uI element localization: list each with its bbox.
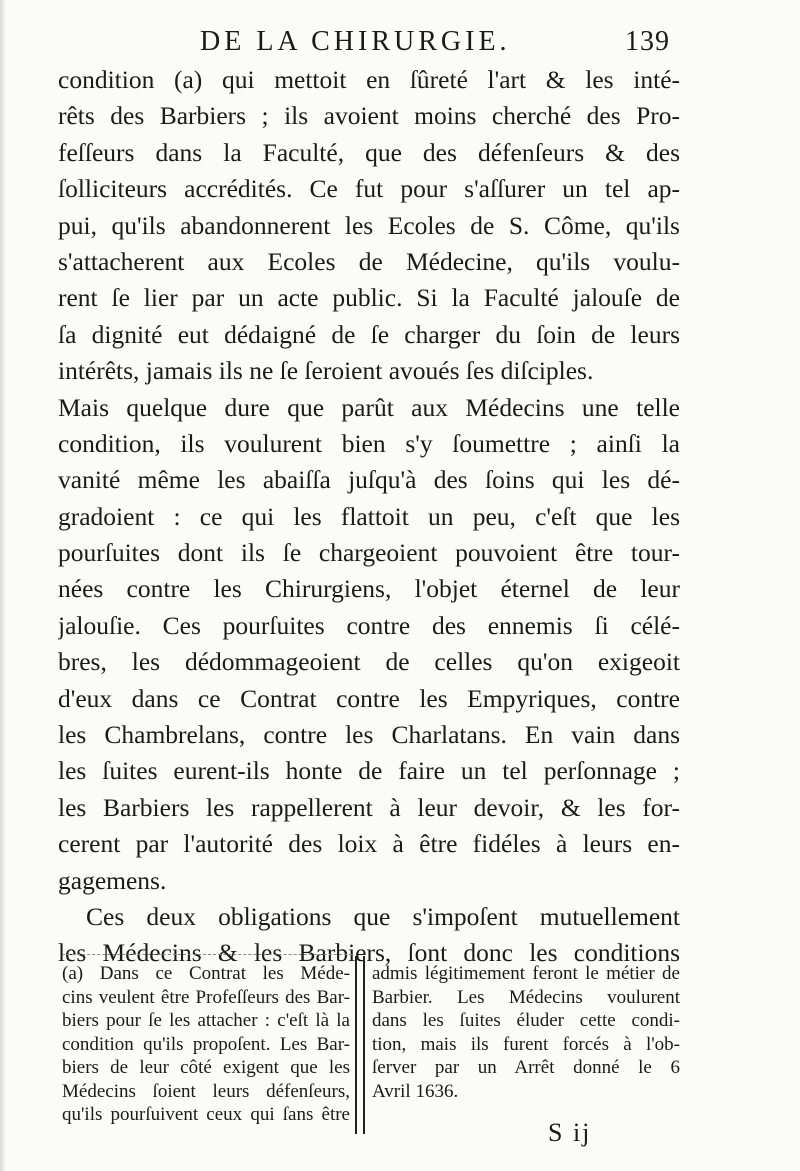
- footnote-line: (a) Dans ce Contrat les Méde-: [62, 963, 350, 984]
- text-line: ſolliciteurs accrédités. Ce fut pour s'aſſurer un tel ap-: [58, 174, 680, 204]
- footnote-line: dans les ſuites éluder cette condi-: [372, 1010, 680, 1031]
- text-line: Mais quelque dure que parût aux Médecins une telle: [58, 392, 680, 422]
- text-line: vanité même les abaiſſa juſqu'à des ſoins qui les dé-: [58, 465, 680, 495]
- signature-mark: S ij: [548, 1118, 592, 1147]
- text-line: les Barbiers les rappellerent à leur devoir, & les for-: [58, 792, 680, 822]
- footnote-line: ſerver par un Arrêt donné le 6: [372, 1057, 680, 1078]
- text-line: jalouſie. Ces pourſuites contre des ennemis ſi célé-: [58, 610, 680, 640]
- text-line: nées contre les Chirurgiens, l'objet éternel de leur: [58, 574, 680, 604]
- page-header: [200, 26, 670, 62]
- footnote-line: Médecins ſoient leurs défenſeurs,: [62, 1080, 350, 1102]
- text-line: pui, qu'ils abandonnerent les Ecoles de S. Côme, qu'ils: [58, 210, 680, 240]
- text-line: Ces deux obligations que s'impoſent mutuellement: [86, 901, 680, 931]
- text-line: d'eux dans ce Contrat contre les Empyriques, contre: [58, 683, 680, 713]
- footnote-line: tion, mais ils furent forcés à l'ob-: [372, 1033, 680, 1055]
- page-edge-shadow: [0, 0, 6, 1171]
- footnote-left-column: [62, 962, 350, 1127]
- text-line: intérêts, jamais ils ne ſe ſeroient avoués ſes diſciples.: [58, 356, 594, 386]
- text-line: les Médecins & les Barbiers, ſont donc les conditions: [58, 938, 680, 968]
- text-line: condition, ils voulurent bien s'y ſoumettre ; ainſi la: [58, 428, 680, 458]
- text-line: cerent par l'autorité des loix à être fidéles à leurs en-: [58, 829, 680, 859]
- footnote-column-divider: [355, 956, 365, 1134]
- footnote-line: condition qu'ils propoſent. Les Bar-: [62, 1033, 350, 1055]
- page-number: 139: [625, 26, 670, 57]
- text-line: bres, les dédommageoient de celles qu'on exigeoit: [58, 647, 680, 677]
- text-line: s'attacherent aux Ecoles de Médecine, qu'ils voulu-: [58, 246, 680, 276]
- text-line: rent ſe lier par un acte public. Si la Faculté jalouſe de: [58, 283, 680, 313]
- footnote-line: Barbier. Les Médecins voulurent: [372, 986, 680, 1008]
- text-line: gradoient : ce qui les flattoit un peu, c'eſt que les: [58, 501, 680, 531]
- text-line: les Chambrelans, contre les Charlatans. En vain dans: [58, 720, 680, 750]
- footnote-line: qu'ils pourſuivent ceux qui ſans être: [62, 1104, 350, 1125]
- footnote-right-column: [372, 962, 680, 1103]
- text-line: pourſuites dont ils ſe chargeoient pouvoient être tour-: [58, 538, 680, 568]
- footnote-line: admis légitimement feront le métier de: [372, 963, 680, 984]
- text-line: rêts des Barbiers ; ils avoient moins cherché des Pro-: [58, 101, 680, 131]
- footnote-rule: [62, 954, 352, 956]
- running-head: DE LA CHIRURGIE.: [200, 26, 511, 57]
- footnote-line: biers de leur côté exigent que les: [62, 1057, 350, 1078]
- text-line: condition (a) qui mettoit en ſûreté l'art & les inté-: [58, 65, 680, 94]
- text-line: feſſeurs dans la Faculté, que des défenſeurs & des: [58, 137, 680, 167]
- footnote-line: Avril 1636.: [372, 1080, 459, 1102]
- text-line: ſa dignité eut dédaigné de ſe charger du ſoin de leurs: [58, 319, 680, 349]
- text-line: les ſuites eurent-ils honte de faire un tel perſonnage ;: [58, 756, 680, 786]
- text-line: gagemens.: [58, 865, 167, 895]
- main-text: [58, 62, 680, 972]
- footnote-line: biers pour ſe les attacher : c'eſt là la: [62, 1010, 350, 1031]
- footnote-line: cins veulent être Profeſſeurs des Bar-: [62, 986, 350, 1008]
